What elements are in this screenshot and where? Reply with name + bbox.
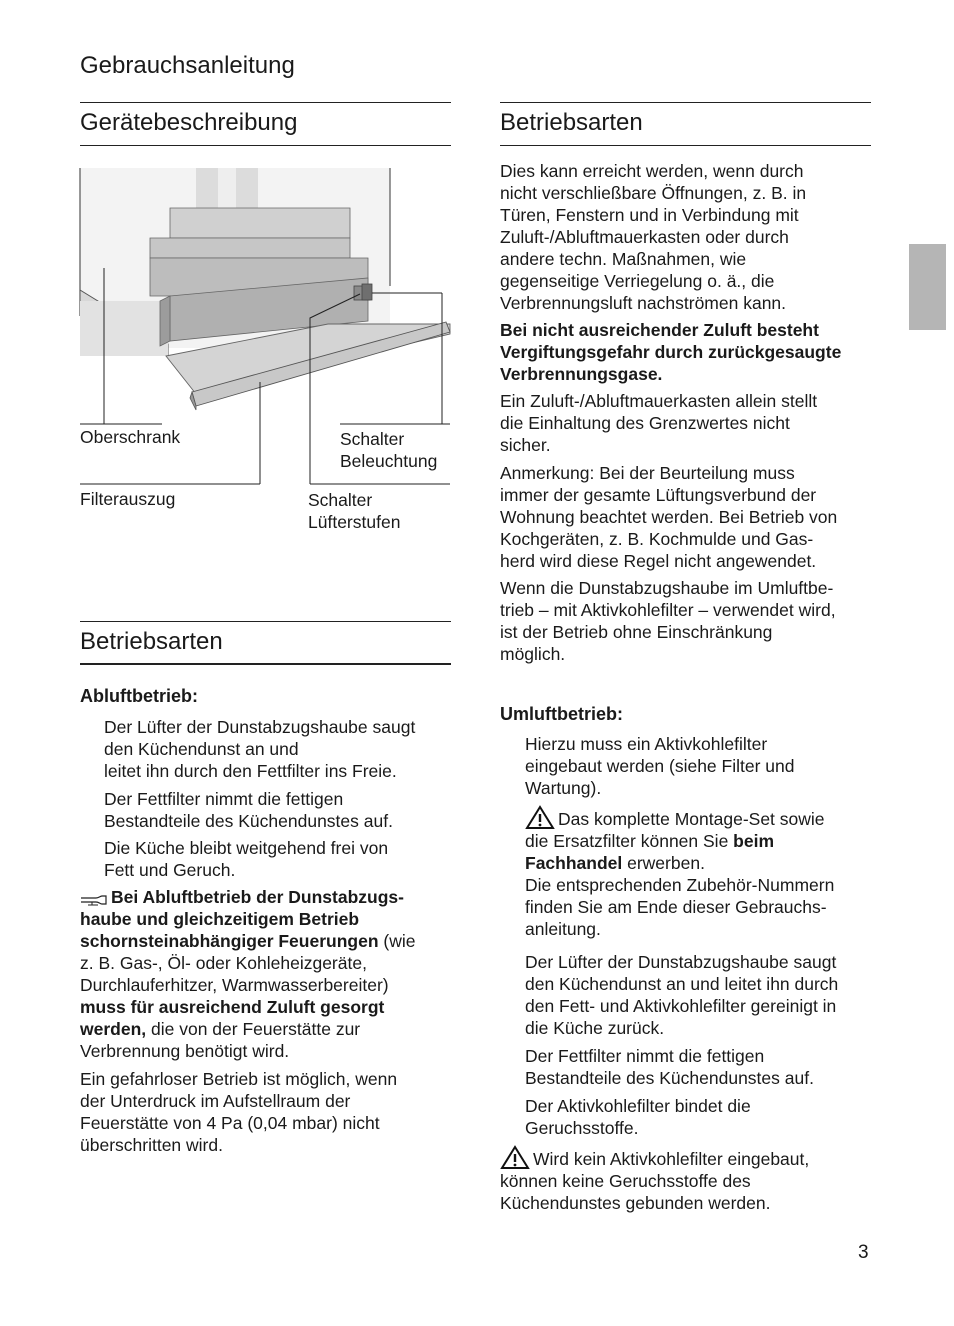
subtitle-abluftbetrieb: Abluftbetrieb:	[80, 686, 198, 706]
umluft-paragraph-3: Der Lüfter der Dunstabzugshaube saugt den Küchendunst an und leitet ihn durch den Fett- und Aktivkohlefilter gereinigt in die Küche zurück.	[525, 952, 839, 1038]
umluft-paragraph-5: Der Aktivkohlefilter bindet die Geruchsstoffe.	[525, 1096, 751, 1138]
umluft-paragraph-2: Das komplette Montage-Set sowie die Ersatzfilter können Sie beim Fachhandel erwerben. Die entsprechenden Zubehör-Nummern finden Sie am Ende dieser Gebrauchs- anleitung.	[525, 805, 834, 940]
abluft-paragraph-2: Der Fettfilter nimmt die fettigen Bestandteile des Küchendunstes auf.	[104, 789, 393, 831]
safe-operation-paragraph: Ein gefahrloser Betrieb ist möglich, wenn der Unterdruck im Aufstellraum der Feuerstätte von 4 Pa (0,04 mbar) nicht überschritten wird.	[80, 1069, 398, 1155]
right-paragraph-5: Wenn die Dunstabzugshaube im Umluftbe- trieb – mit Aktivkohlefilter – verwendet wird, ist der Betrieb ohne Einschränkung möglich.	[500, 578, 836, 664]
label-schalter-luefter-2: Lüfterstufen	[308, 512, 401, 532]
section-title-betriebsarten: Betriebsarten	[80, 628, 223, 655]
section-title-geraetebeschreibung: Gerätebeschreibung	[80, 109, 298, 136]
umluft-warning-paragraph: Wird kein Aktivkohlefilter eingebaut, können keine Geruchsstoffe des Küchendunstes gebunden werden.	[500, 1145, 809, 1214]
label-filterauszug: Filterauszug	[80, 489, 176, 509]
section-rule-bottom	[80, 663, 451, 665]
chapter-tab-marker	[909, 244, 946, 330]
umluft-paragraph-1: Hierzu muss ein Aktivkohlefilter eingebaut werden (siehe Filter und Wartung).	[525, 734, 795, 798]
label-oberschrank: Oberschrank	[80, 427, 181, 447]
right-paragraph-4: Anmerkung: Bei der Beurteilung muss immer der gesamte Lüftungsverbund der Wohnung beachtet werden. Bei Betrieb von Kochgeräten, z. B. Kochmulde und Gas- herd wird diese Regel nicht angewendet.	[500, 463, 838, 571]
section-rule-top	[80, 102, 451, 103]
warning-triangle-icon	[500, 1145, 530, 1169]
label-schalter-luefter-1: Schalter	[308, 490, 373, 510]
abluft-hint-paragraph: Bei Abluftbetrieb der Dunstabzugs- haube und gleichzeitigem Betrieb schornsteinabhängiger Feuerungen (wie z. B. Gas-, Öl- oder Kohleheizgeräte, Durchlauferhitzer, Warmwasserbereiter) muss für ausreichend Zuluft gesorgt werden, die von der Feuerstätte zur Verbrennung benötigt wird.	[80, 887, 416, 1061]
umluft-paragraph-4: Der Fettfilter nimmt die fettigen Bestandteile des Küchendunstes auf.	[525, 1046, 814, 1088]
abluft-paragraph-1: Der Lüfter der Dunstabzugshaube saugt den Küchendunst an und leitet ihn durch den Fettfilter ins Freie.	[104, 717, 416, 781]
section-rule-top	[500, 102, 871, 103]
section-rule-bottom	[80, 145, 451, 146]
label-schalter-beleuchtung-1: Schalter	[340, 429, 405, 449]
section-rule-bottom	[500, 145, 871, 146]
section-rule-top	[80, 621, 451, 622]
right-paragraph-3: Ein Zuluft-/Abluftmauerkasten allein stellt die Einhaltung des Grenzwertes nicht sicher.	[500, 391, 818, 455]
page-number: 3	[858, 1242, 869, 1263]
abluft-paragraph-3: Die Küche bleibt weitgehend frei von Fett und Geruch.	[104, 838, 389, 880]
right-paragraph-1: Dies kann erreicht werden, wenn durch nicht verschließbare Öffnungen, z. B. in Türen, Fenstern und in Verbindung mit Zuluft-/Abluftmauerkasten oder durch andere techn. Maßnahmen, wie gegenseitige Verriegelung o. ä., die Verbrennungsluft nachströmen kann.	[500, 161, 807, 313]
right-warning-bold: Bei nicht ausreichender Zuluft besteht Vergiftungsgefahr durch zurückgesaugte Verbrennungsgase.	[500, 320, 842, 384]
warning-triangle-icon	[525, 805, 555, 829]
label-schalter-beleuchtung-2: Beleuchtung	[340, 451, 438, 471]
section-title-betriebsarten-right: Betriebsarten	[500, 109, 643, 136]
subtitle-umluftbetrieb: Umluftbetrieb:	[500, 704, 623, 724]
document-title: Gebrauchsanleitung	[80, 52, 295, 79]
pointing-hand-icon	[80, 893, 108, 907]
